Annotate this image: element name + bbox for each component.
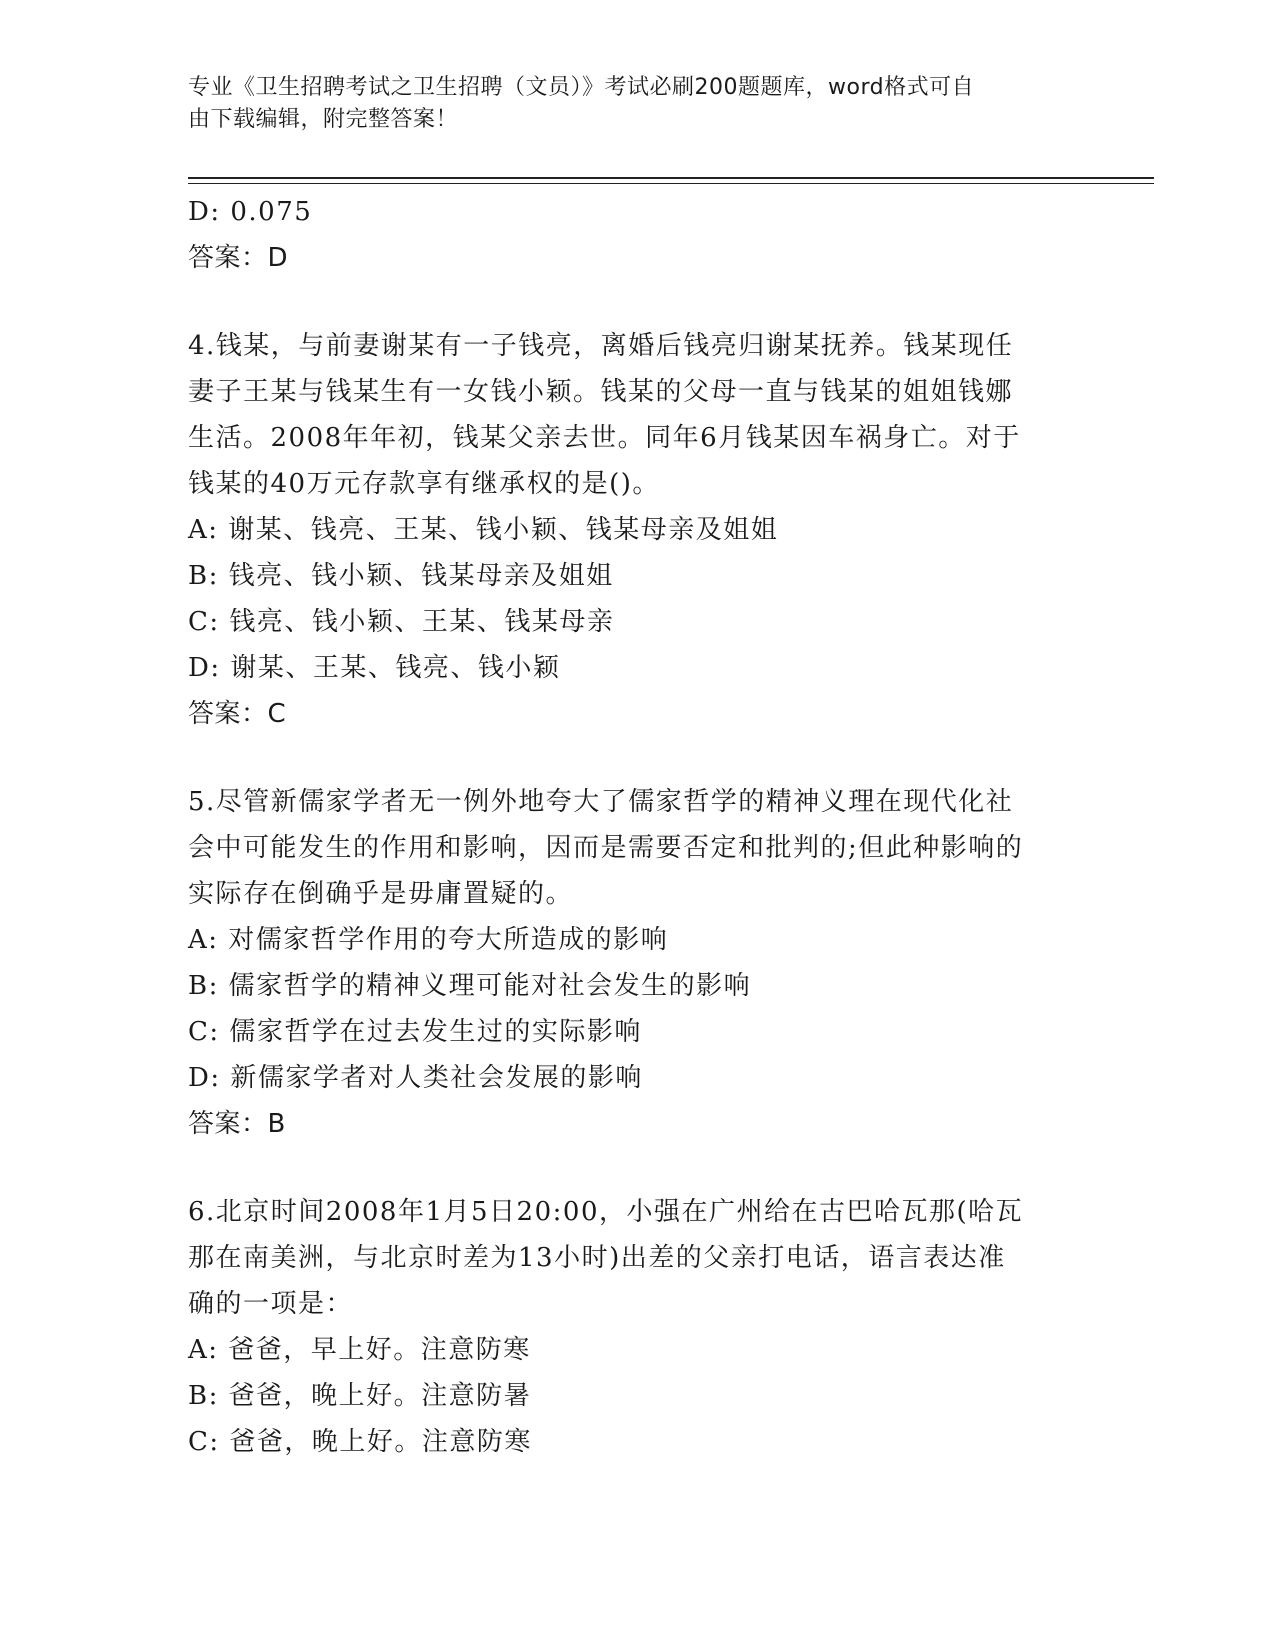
stem-line: 5.尽管新儒家学者无一例外地夸大了儒家哲学的精神义理在现代化社 [188,787,1014,817]
question-4-option-d: D: 谢某、王某、钱亮、钱小颖 [188,653,561,683]
question-4-option-a: A: 谢某、钱亮、王某、钱小颖、钱某母亲及姐姐 [188,515,779,545]
header-divider-thin [188,183,1154,184]
question-4-option-c: C: 钱亮、钱小颖、王某、钱某母亲 [188,607,615,637]
stem-line: 生活。2008年年初，钱某父亲去世。同年6月钱某因车祸身亡。对于 [188,423,1021,453]
question-gap [188,737,1088,779]
question-5-option-c: C: 儒家哲学在过去发生过的实际影响 [188,1017,642,1047]
stem-line: 那在南美洲，与北京时差为13小时)出差的父亲打电话，语言表达准 [188,1243,1006,1273]
stem-line: 确的一项是： [188,1289,354,1319]
question-5-answer: 答案：B [188,1109,286,1139]
question-5 [188,779,1088,1147]
question-gap [188,281,1088,323]
question-4-stem [188,323,1088,507]
stem-line: 实际存在倒确乎是毋庸置疑的。 [188,879,574,909]
question-6-option-a: A: 爸爸，早上好。注意防寒 [188,1335,531,1365]
question-6 [188,1189,1088,1465]
question-gap [188,1147,1088,1189]
header-line-1: 专业《卫生招聘考试之卫生招聘（文员）》考试必刷200题题库，word格式可自 [188,75,975,100]
stem-line: 妻子王某与钱某生有一女钱小颖。钱某的父母一直与钱某的姐姐钱娜 [188,377,1014,407]
question-4-answer: 答案：C [188,699,287,729]
question-6-option-c: C: 爸爸，晚上好。注意防寒 [188,1427,532,1457]
question-3-option-d: D: 0.075 [188,197,313,227]
question-6-option-b: B: 爸爸，晚上好。注意防暑 [188,1381,532,1411]
stem-line: 钱某的40万元存款享有继承权的是()。 [188,469,660,499]
header-divider-thick [188,177,1154,179]
question-3-answer: 答案：D [188,243,289,273]
stem-line: 会中可能发生的作用和影响，因而是需要否定和批判的;但此种影响的 [188,833,1024,863]
question-5-option-b: B: 儒家哲学的精神义理可能对社会发生的影响 [188,971,752,1001]
question-5-option-a: A: 对儒家哲学作用的夸大所造成的影响 [188,925,669,955]
stem-line: 4.钱某，与前妻谢某有一子钱亮，离婚后钱亮归谢某抚养。钱某现任 [188,331,1014,361]
question-5-stem [188,779,1088,917]
stem-line: 6.北京时间2008年1月5日20:00，小强在广州给在古巴哈瓦那(哈瓦 [188,1197,1024,1227]
question-5-option-d: D: 新儒家学者对人类社会发展的影响 [188,1063,643,1093]
document-body [188,189,1088,1465]
question-6-stem [188,1189,1088,1327]
question-4 [188,323,1088,737]
document-header [188,72,1068,136]
header-line-2: 由下载编辑，附完整答案！ [188,107,459,132]
question-4-option-b: B: 钱亮、钱小颖、钱某母亲及姐姐 [188,561,614,591]
